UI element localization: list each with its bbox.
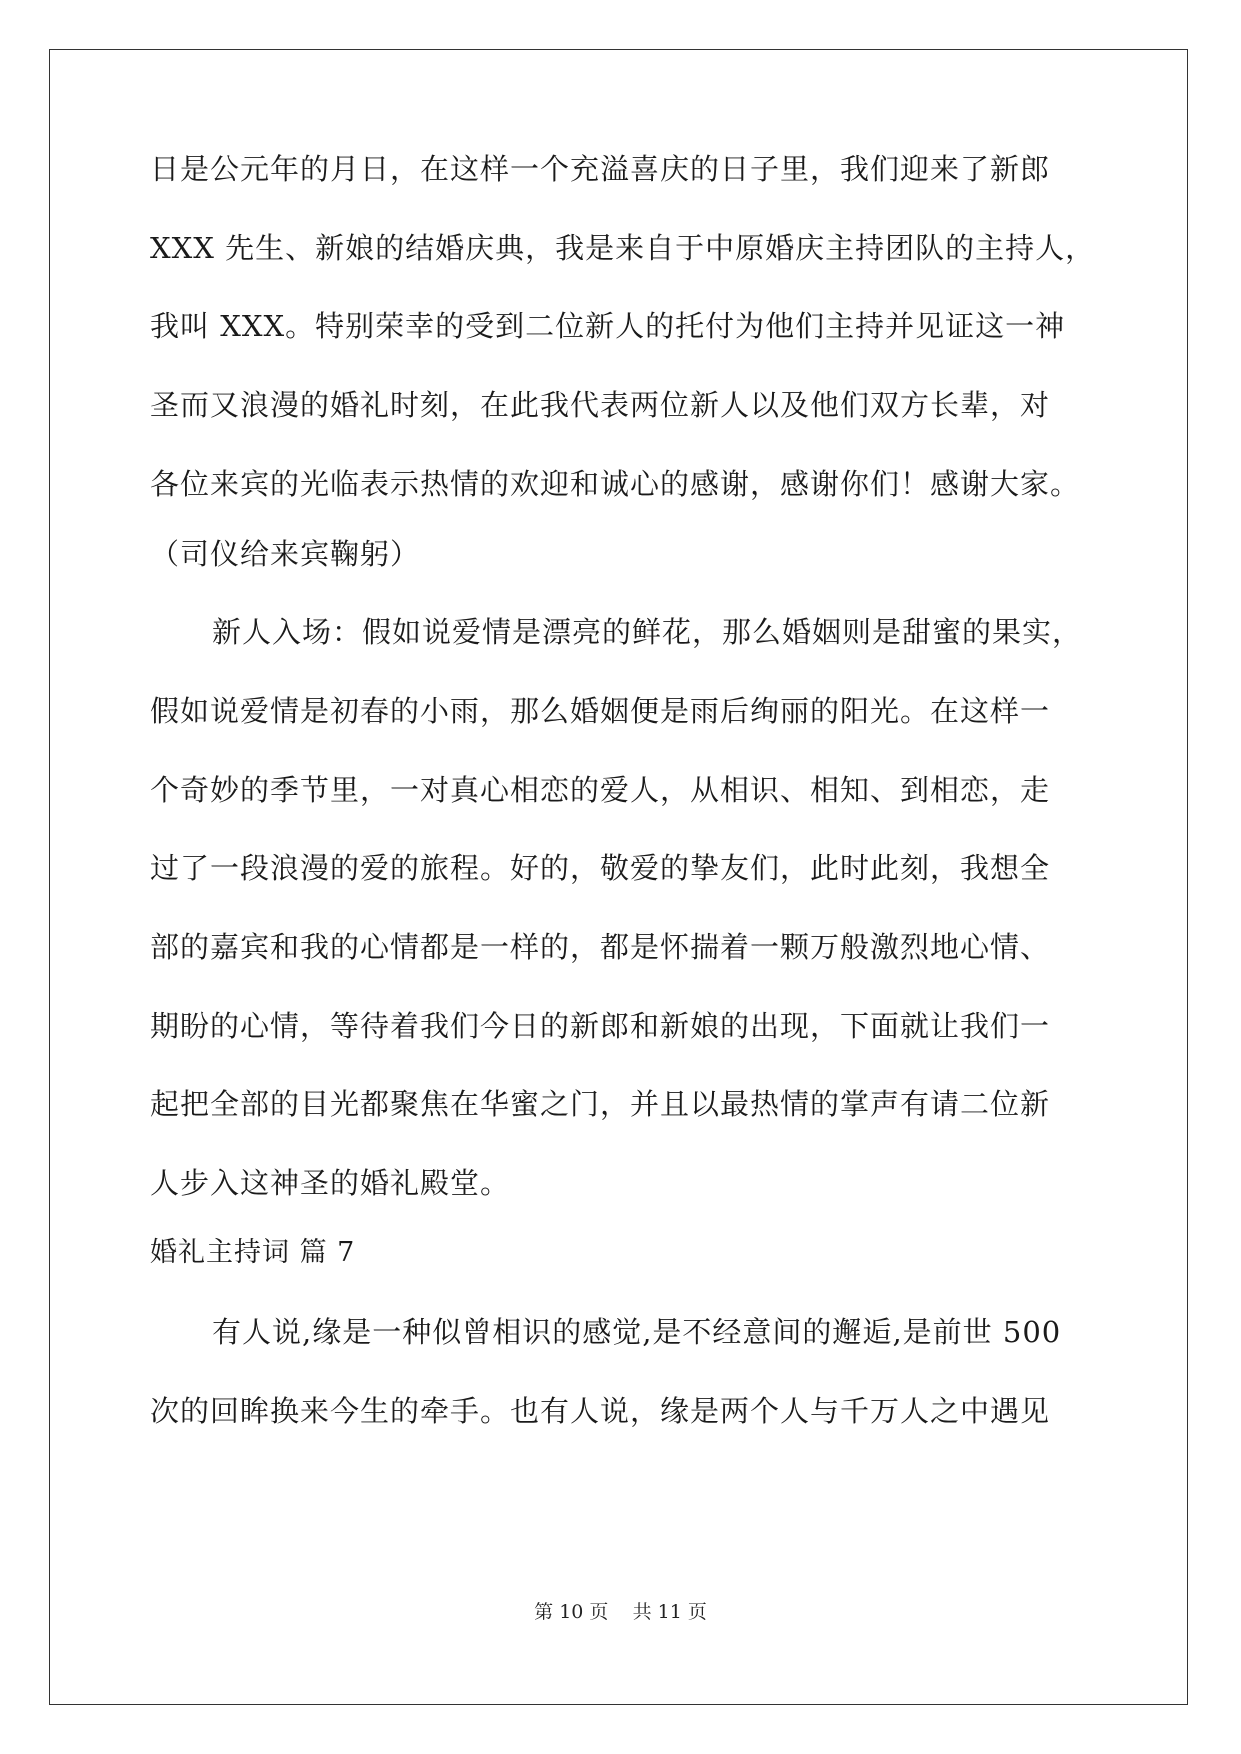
text-line: 我叫 XXX。特别荣幸的受到二位新人的托付为他们主持并见证这一神: [150, 309, 1066, 343]
text-line: 假如说爱情是初春的小雨，那么婚姻便是雨后绚丽的阳光。在这样一: [150, 694, 1051, 728]
text-line: 期盼的心情，等待着我们今日的新郎和新娘的出现，下面就让我们一: [150, 1009, 1051, 1043]
text-line: 有人说,缘是一种似曾相识的感觉,是不经意间的邂逅,是前世 500: [212, 1315, 1062, 1349]
text-line: 日是公元年的月日，在这样一个充溢喜庆的日子里，我们迎来了新郎: [150, 152, 1051, 186]
text-line: 各位来宾的光临表示热情的欢迎和诚心的感谢，感谢你们！感谢大家。: [150, 467, 1081, 501]
text-line: 个奇妙的季节里，一对真心相恋的爱人，从相识、相知、到相恋，走: [150, 773, 1051, 807]
text-line: 次的回眸换来今生的牵手。也有人说，缘是两个人与千万人之中遇见: [150, 1394, 1051, 1428]
text-line: 部的嘉宾和我的心情都是一样的，都是怀揣着一颗万般激烈地心情、: [150, 930, 1051, 964]
text-line: 圣而又浪漫的婚礼时刻，在此我代表两位新人以及他们双方长辈，对: [150, 388, 1051, 422]
text-line: XXX 先生、新娘的结婚庆典，我是来自于中原婚庆主持团队的主持人，: [150, 231, 1096, 265]
text-line: 起把全部的目光都聚焦在华蜜之门，并且以最热情的掌声有请二位新: [150, 1087, 1051, 1121]
text-line: 过了一段浪漫的爱的旅程。好的，敬爱的挚友们，此时此刻，我想全: [150, 851, 1051, 885]
text-line: 新人入场：假如说爱情是漂亮的鲜花，那么婚姻则是甜蜜的果实，: [212, 615, 1083, 649]
section-heading: 婚礼主持词 篇 7: [150, 1237, 356, 1268]
text-line: （司仪给来宾鞠躬）: [150, 537, 421, 571]
page-number-footer: 第 10 页 共 11 页: [534, 1601, 707, 1623]
text-line: 人步入这神圣的婚礼殿堂。: [150, 1166, 511, 1200]
